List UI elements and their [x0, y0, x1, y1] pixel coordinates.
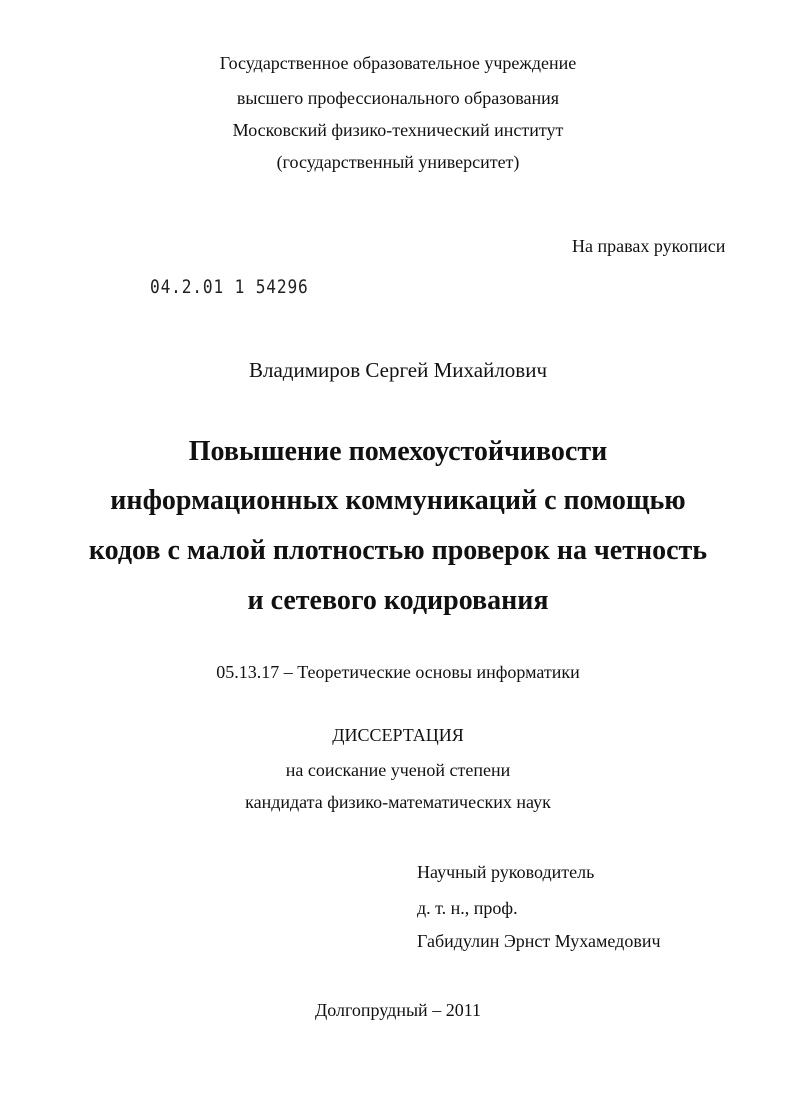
- institution-line-1: Государственное образовательное учреждение: [219, 53, 577, 73]
- title-line-3: кодов с малой плотностью проверок на четность: [88, 535, 708, 566]
- institution-line-2: высшего профессионального образования: [236, 88, 560, 108]
- title-line-1: Повышение помехоустойчивости: [188, 436, 608, 467]
- specialty: 05.13.17 – Теоретические основы информатики: [216, 662, 580, 682]
- supervisor-label: Научный руководитель: [417, 862, 595, 882]
- supervisor-name: Габидулин Эрнст Мухамедович: [417, 931, 661, 951]
- institution-line-4: (государственный университет): [276, 152, 520, 172]
- archive-stamp: 04.2.01 1 54296: [150, 276, 309, 298]
- title-line-4: и сетевого кодирования: [247, 585, 549, 616]
- author-name: Владимиров Сергей Михайлович: [248, 358, 548, 382]
- degree-line-2: кандидата физико-математических наук: [245, 792, 551, 812]
- title-line-2: информационных коммуникаций с помощью: [110, 485, 686, 516]
- document-type: ДИССЕРТАЦИЯ: [332, 725, 464, 745]
- supervisor-rank: д. т. н., проф.: [417, 898, 518, 918]
- degree-line-1: на соискание ученой степени: [285, 760, 511, 780]
- institution-line-3: Московский физико-технический институт: [232, 120, 564, 140]
- rights-note: На правах рукописи: [572, 236, 726, 256]
- place-year: Долгопрудный – 2011: [314, 1000, 482, 1020]
